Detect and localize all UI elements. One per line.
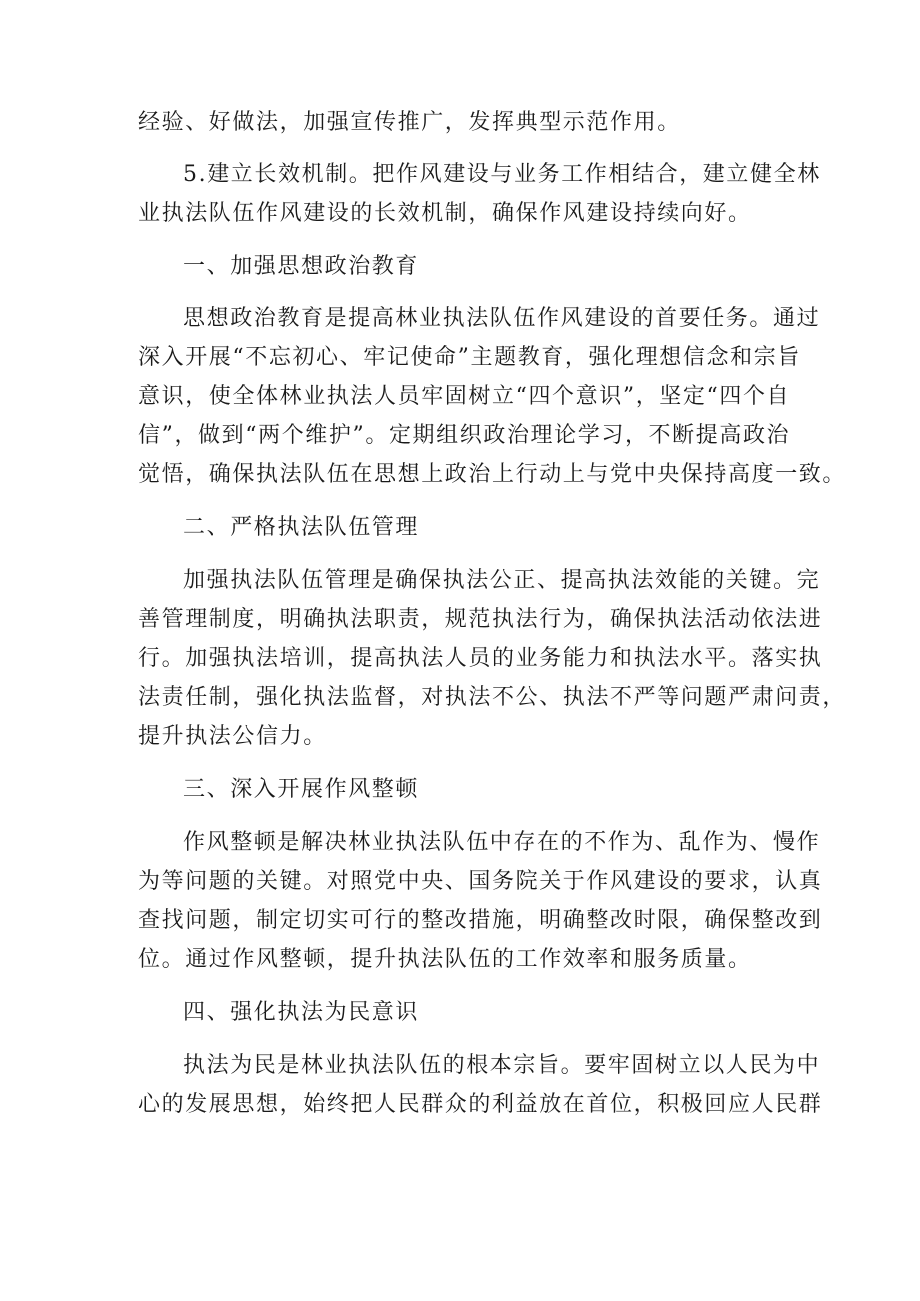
- paragraph-line: 加强执法队伍管理是确保执法公正、提高执法效能的关键。完: [183, 568, 821, 593]
- paragraph-line: 为等问题的关键。对照党中央、国务院关于作风建设的要求，认真: [138, 869, 823, 894]
- paragraph-line: 善管理制度，明确执法职责，规范执法行为，确保执法活动依法进: [138, 607, 823, 632]
- paragraph-line: 思想政治教育是提高林业执法队伍作风建设的首要任务。通过: [183, 306, 821, 331]
- paragraph-line: 位。通过作风整顿，提升执法队伍的工作效率和服务质量。: [138, 947, 752, 972]
- section-heading: 二、严格执法队伍管理: [183, 515, 420, 540]
- section-heading: 四、强化执法为民意识: [183, 1000, 420, 1025]
- section-heading: 三、深入开展作风整顿: [183, 777, 420, 802]
- paragraph-line: 行。加强执法培训，提高执法人员的业务能力和执法水平。落实执: [138, 646, 823, 671]
- paragraph-line: 业执法队伍作风建设的长效机制，确保作风建设持续向好。: [138, 201, 752, 226]
- paragraph-line: 执法为民是林业执法队伍的根本宗旨。要牢固树立以人民为中: [183, 1053, 821, 1078]
- paragraph-line: 意识，使全体林业执法人员牢固树立“四个意识”，坚定“四个自: [138, 384, 791, 409]
- paragraph-line: 法责任制，强化执法监督，对执法不公、执法不严等问题严肃问责，: [138, 685, 847, 710]
- paragraph-line: 深入开展“不忘初心、牢记使命”主题教育，强化理想信念和宗旨: [138, 345, 801, 370]
- section-heading: 一、加强思想政治教育: [183, 254, 420, 279]
- paragraph-line: 信”，做到“两个维护”。定期组织政治理论学习，不断提高政治: [138, 423, 791, 448]
- paragraph-line: 心的发展思想，始终把人民群众的利益放在首位，积极回应人民群: [138, 1092, 823, 1117]
- paragraph-line: 经验、好做法，加强宣传推广，发挥典型示范作用。: [138, 110, 681, 135]
- paragraph-line: 5.建立长效机制。把作风建设与业务工作相结合，建立健全林: [183, 162, 821, 187]
- paragraph-line: 觉悟，确保执法队伍在思想上政治上行动上与党中央保持高度一致。: [138, 462, 847, 487]
- paragraph-line: 提升执法公信力。: [138, 724, 327, 749]
- paragraph-line: 作风整顿是解决林业执法队伍中存在的不作为、乱作为、慢作: [183, 830, 821, 855]
- paragraph-line: 查找问题，制定切实可行的整改措施，明确整改时限，确保整改到: [138, 908, 823, 933]
